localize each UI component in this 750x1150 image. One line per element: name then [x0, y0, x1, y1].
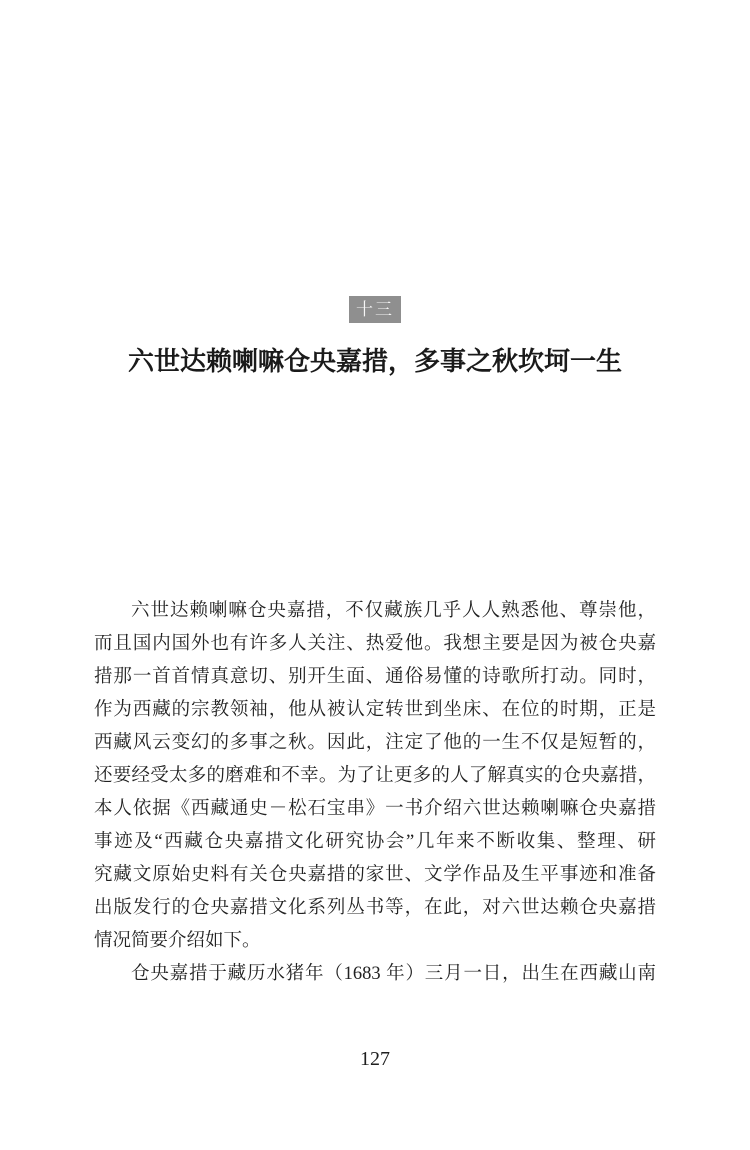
body-text	[94, 595, 656, 991]
body-line: 六世达赖喇嘛仓央嘉措，不仅藏族几乎人人熟悉他、尊崇他，	[131, 601, 656, 621]
body-line: 措那一首首情真意切、别开生面、通俗易懂的诗歌所打动。同时，	[94, 667, 656, 687]
body-line: 西藏风云变幻的多事之秋。因此，注定了他的一生不仅是短暂的，	[94, 733, 656, 753]
body-line: 仓央嘉措于藏历水猪年（1683 年）三月一日，出生在西藏山南	[131, 964, 656, 984]
body-line: 情况简要介绍如下。	[94, 931, 261, 951]
chapter-number-badge: 十三	[349, 296, 401, 323]
body-line: 出版发行的仓央嘉措文化系列丛书等，在此，对六世达赖仓央嘉措	[94, 898, 656, 918]
body-line: 事迹及“西藏仓央嘉措文化研究协会”几年来不断收集、整理、研	[94, 832, 656, 852]
chapter-title: 六世达赖喇嘛仓央嘉措，多事之秋坎坷一生	[127, 347, 622, 376]
page-number: 127	[360, 1048, 390, 1070]
body-line: 究藏文原始史料有关仓央嘉措的家世、文学作品及生平事迹和准备	[94, 865, 656, 885]
body-line: 还要经受太多的磨难和不幸。为了让更多的人了解真实的仓央嘉措，	[94, 766, 656, 786]
body-line: 作为西藏的宗教领袖，他从被认定转世到坐床、在位的时期，正是	[94, 700, 656, 720]
body-line: 而且国内国外也有许多人关注、热爱他。我想主要是因为被仓央嘉	[94, 634, 656, 654]
body-line: 本人依据《西藏通史－松石宝串》一书介绍六世达赖喇嘛仓央嘉措	[94, 799, 656, 819]
